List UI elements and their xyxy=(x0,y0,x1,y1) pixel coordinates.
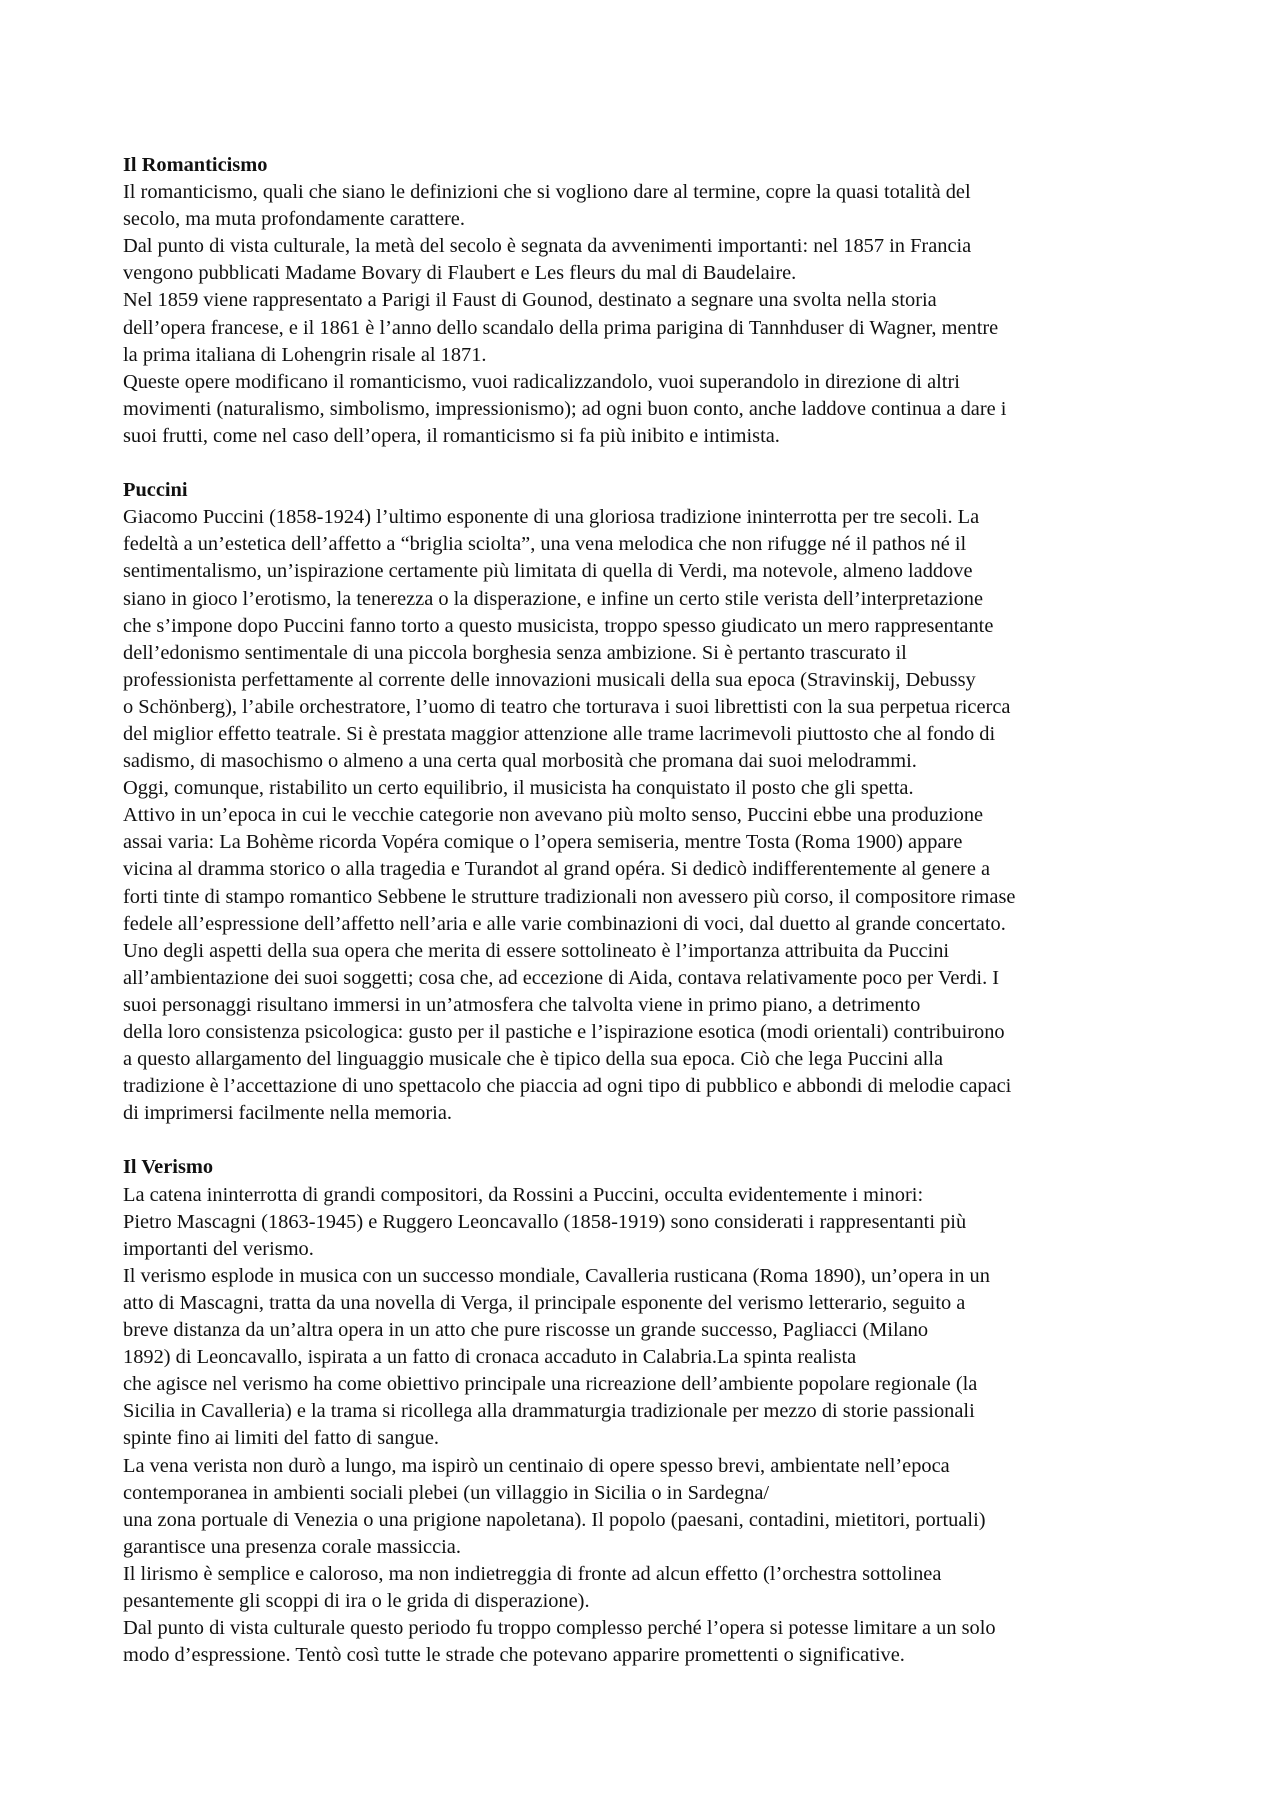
text-line: Il verismo esplode in musica con un successo mondiale, Cavalleria rusticana (Roma 1890), un’opera in un xyxy=(123,1264,990,1287)
text-line: siano in gioco l’erotismo, la tenerezza o la disperazione, e infine un certo stile verista dell’interpretazione xyxy=(123,587,984,610)
text-line: dell’opera francese, e il 1861 è l’anno dello scandalo della prima parigina di Tannhduser di Wagner, mentre xyxy=(123,316,999,339)
text-line: Giacomo Puccini (1858-1924) l’ultimo esponente di una gloriosa tradizione ininterrotta per tre secoli. La xyxy=(123,506,980,529)
text-line: movimenti (naturalismo, simbolismo, impressionismo); ad ogni buon conto, anche laddove continua a dare i xyxy=(123,397,1007,420)
text-line: 1892) di Leoncavallo, ispirata a un fatto di cronaca accaduto in Calabria.La spinta realista xyxy=(123,1346,857,1369)
text-line: La catena ininterrotta di grandi compositori, da Rossini a Puccini, occulta evidentemente i minori: xyxy=(123,1183,924,1206)
section-puccini xyxy=(123,477,1163,1127)
text-line: Attivo in un’epoca in cui le vecchie categorie non avevano più molto senso, Puccini ebbe una produzione xyxy=(123,804,984,827)
text-line: che agisce nel verismo ha come obiettivo principale una ricreazione dell’ambiente popolare regionale (la xyxy=(123,1373,978,1396)
text-line: forti tinte di stampo romantico Sebbene le strutture tradizionali non avessero più corso, il compositore rimase xyxy=(123,885,1016,908)
text-line: pesantemente gli scoppi di ira o le grida di disperazione). xyxy=(123,1589,590,1612)
text-line: Oggi, comunque, ristabilito un certo equilibrio, il musicista ha conquistato il posto che gli spetta. xyxy=(123,777,914,800)
text-line: suoi frutti, come nel caso dell’opera, il romanticismo si fa più inibito e intimista. xyxy=(123,424,780,447)
text-line: del miglior effetto teatrale. Si è prestata maggior attenzione alle trame lacrimevoli piuttosto che al fondo di xyxy=(123,722,996,745)
section-heading: Puccini xyxy=(123,479,188,502)
text-line: di imprimersi facilmente nella memoria. xyxy=(123,1102,452,1125)
text-line: La vena verista non durò a lungo, ma ispirò un centinaio di opere spesso brevi, ambientate nell’epoca xyxy=(123,1454,950,1477)
text-line: importanti del verismo. xyxy=(123,1237,314,1260)
text-line: contemporanea in ambienti sociali plebei (un villaggio in Sicilia o in Sardegna/ xyxy=(123,1481,770,1504)
text-line: spinte fino ai limiti del fatto di sangue. xyxy=(123,1427,439,1450)
text-line: Nel 1859 viene rappresentato a Parigi il Faust di Gounod, destinato a segnare una svolta nella storia xyxy=(123,289,937,312)
text-line: suoi personaggi risultano immersi in un’atmosfera che talvolta viene in primo piano, a detrimento xyxy=(123,993,921,1016)
text-line: a questo allargamento del linguaggio musicale che è tipico della sua epoca. Ciò che lega Puccini alla xyxy=(123,1048,944,1071)
text-line: Sicilia in Cavalleria) e la trama si ricollega alla drammaturgia tradizionale per mezzo di storie passionali xyxy=(123,1400,975,1423)
text-line: Dal punto di vista culturale, la metà del secolo è segnata da avvenimenti importanti: nel 1857 in Francia xyxy=(123,235,972,258)
text-line: tradizione è l’accettazione di uno spettacolo che piaccia ad ogni tipo di pubblico e abbondi di melodie capaci xyxy=(123,1075,1012,1098)
text-line: Il romanticismo, quali che siano le definizioni che si vogliono dare al termine, copre la quasi totalità del xyxy=(123,181,971,204)
text-line: che s’impone dopo Puccini fanno torto a questo musicista, troppo spesso giudicato un mero rappresentante xyxy=(123,614,994,637)
text-line: una zona portuale di Venezia o una prigione napoletana). Il popolo (paesani, contadini, mietitori, portuali) xyxy=(123,1508,986,1531)
text-line: assai varia: La Bohème ricorda Vopéra comique o l’opera semiseria, mentre Tosta (Roma 1900) appare xyxy=(123,831,963,854)
text-line: la prima italiana di Lohengrin risale al 1871. xyxy=(123,343,487,366)
text-line: modo d’espressione. Tentò così tutte le strade che potevano apparire promettenti o significative. xyxy=(123,1644,905,1667)
text-line: fedeltà a un’estetica dell’affetto a “briglia sciolta”, una vena melodica che non rifugge né il pathos né il xyxy=(123,533,967,556)
text-line: professionista perfettamente al corrente delle innovazioni musicali della sua epoca (Stravinskij, Debussy xyxy=(123,668,976,691)
text-line: vicina al dramma storico o alla tragedia e Turandot al grand opéra. Si dedicò indifferentemente al genere a xyxy=(123,858,991,881)
text-line: della loro consistenza psicologica: gusto per il pastiche e l’ispirazione esotica (modi orientali) contribuirono xyxy=(123,1021,1005,1043)
text-line: dell’edonismo sentimentale di una piccola borghesia senza ambizione. Si è pertanto trascurato il xyxy=(123,641,907,664)
text-line: fedele all’espressione dell’affetto nell’aria e alle varie combinazioni di voci, dal duetto al grande concertato. xyxy=(123,912,1006,935)
text-line: o Schönberg), l’abile orchestratore, l’uomo di teatro che torturava i suoi librettisti con la sua perpetua ricerca xyxy=(123,695,1011,718)
text-line: Pietro Mascagni (1863-1945) e Ruggero Leoncavallo (1858-1919) sono considerati i rappresentanti più xyxy=(123,1210,967,1233)
section-heading: Il Romanticismo xyxy=(123,154,268,176)
text-line: sadismo, di masochismo o almeno a una certa qual morbosità che promana dai suoi melodrammi. xyxy=(123,750,917,773)
text-line: breve distanza da un’altra opera in un atto che pure riscosse un grande successo, Pagliacci (Milano xyxy=(123,1319,929,1342)
text-line: Queste opere modificano il romanticismo, vuoi radicalizzandolo, vuoi superandolo in direzione di altri xyxy=(123,370,960,393)
text-line: Uno degli aspetti della sua opera che merita di essere sottolineato è l’importanza attribuita da Puccini xyxy=(123,939,950,962)
document-page xyxy=(123,152,1163,1669)
section-verismo xyxy=(123,1154,1163,1669)
text-line: all’ambientazione dei suoi soggetti; cosa che, ad eccezione di Aida, contava relativamente poco per Verdi. I xyxy=(123,966,1000,989)
text-line: garantisce una presenza corale massiccia. xyxy=(123,1535,461,1558)
text-line: Dal punto di vista culturale questo periodo fu troppo complesso perché l’opera si potesse limitare a un solo xyxy=(123,1617,996,1640)
section-heading: Il Verismo xyxy=(123,1156,214,1179)
text-line: vengono pubblicati Madame Bovary di Flaubert e Les fleurs du mal di Baudelaire. xyxy=(123,262,797,285)
text-line: Il lirismo è semplice e caloroso, ma non indietreggia di fronte ad alcun effetto (l’orchestra sottolinea xyxy=(123,1562,942,1585)
text-line: atto di Mascagni, tratta da una novella di Verga, il principale esponente del verismo letterario, seguito a xyxy=(123,1291,966,1314)
text-line: sentimentalismo, un’ispirazione certamente più limitata di quella di Verdi, ma notevole, almeno laddove xyxy=(123,560,973,583)
section-romanticismo xyxy=(123,152,1163,450)
text-line: secolo, ma muta profondamente carattere. xyxy=(123,208,465,231)
